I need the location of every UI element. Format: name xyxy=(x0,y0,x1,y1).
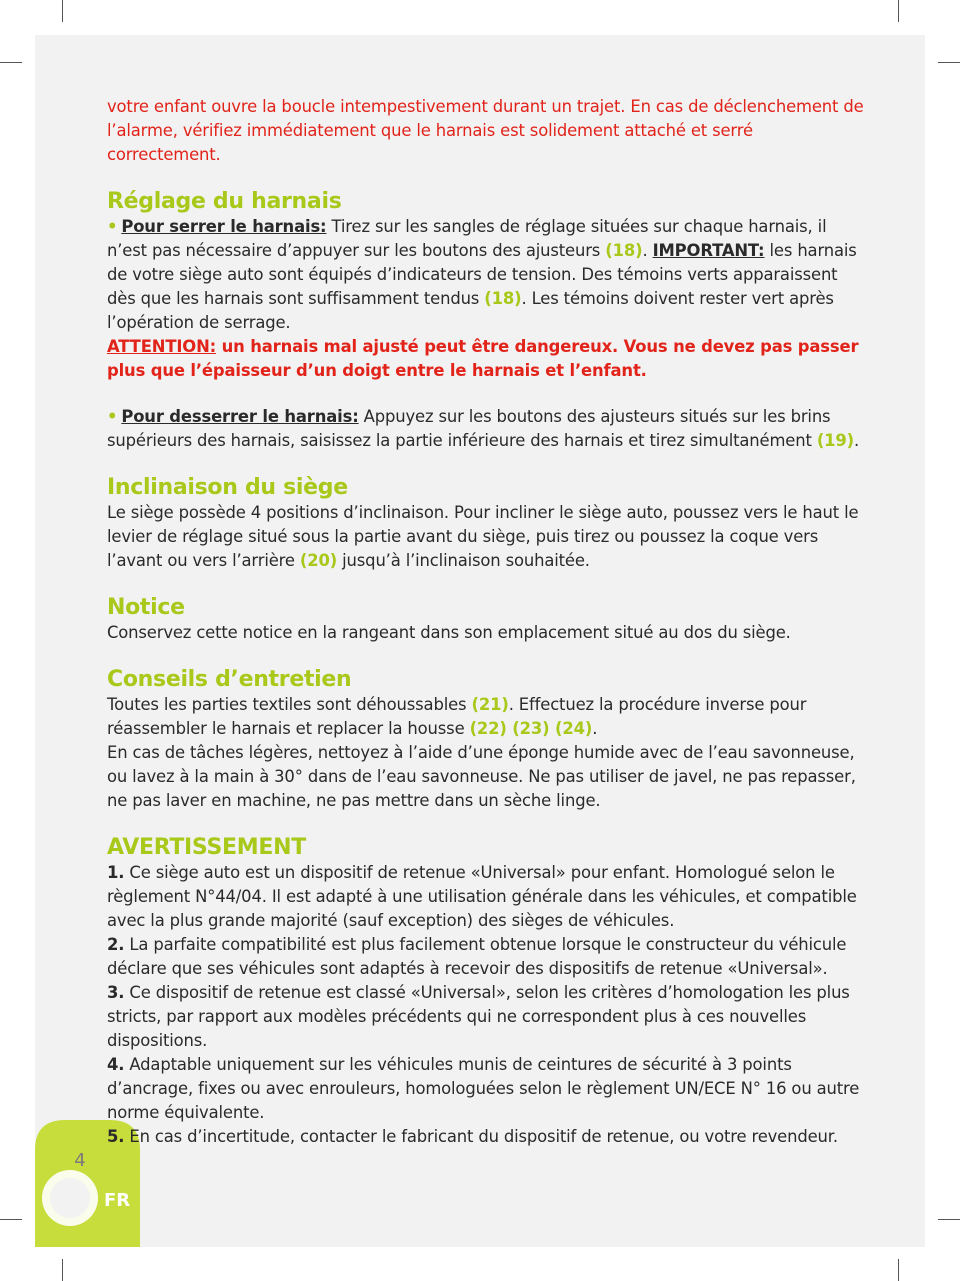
crop-mark xyxy=(0,1219,22,1220)
heading-reglage: Réglage du harnais xyxy=(107,189,342,214)
text-desserrer: Appuyez sur les boutons des ajusteurs situés sur les brins supérieurs des harnais, saisissez la partie inférieure des harnais et tirez simultanément xyxy=(107,407,831,450)
warning-text: Ce siège auto est un dispositif de retenue «Universal» pour enfant. Homologué selon le règlement N°44/04. Il est adapté à une utilisation générale dans les véhicules, et compatible avec la plus grande majorité (sauf exception) des sièges de véhicules. xyxy=(107,863,857,930)
warning-item-1 xyxy=(107,861,867,933)
warning-text: Ce dispositif de retenue est classé «Universal», selon les critères d’homologation les plus stricts, par rapport aux modèles précédents qui ne correspondent plus à ces nouvelles dispositions. xyxy=(107,983,850,1050)
intro-paragraph: votre enfant ouvre la boucle intempestivement durant un trajet. En cas de déclenchement de l’alarme, vérifiez immédiatement que le harnais est solidement attaché et serré correctement. xyxy=(107,97,864,164)
ref-18: (18) xyxy=(484,289,522,308)
crop-mark xyxy=(898,0,899,22)
warning-number: 3. xyxy=(107,983,125,1002)
bullet-icon: • xyxy=(107,217,118,236)
heading-inclinaison: Inclinaison du siège xyxy=(107,475,348,500)
label-important: IMPORTANT: xyxy=(652,241,765,260)
crop-mark xyxy=(62,1259,63,1281)
text-inclinaison: Le siège possède 4 positions d’inclinaison. Pour incliner le siège auto, poussez vers le haut le levier de réglage situé sous la partie avant du siège, puis tirez ou poussez la coque vers l’avant ou vers l’arrière xyxy=(107,503,859,570)
paragraph-serrer: • Pour serrer le harnais: Tirez sur les sangles de réglage situées sur chaque harnais, il n’est pas nécessaire d’appuyer sur les boutons des ajusteurs (18). IMPORTANT: les harnais de votre siège auto sont équipés d’indicateurs de tension. Des témoins verts apparaissent dès que les harnais sont suffisamment tendus (18). Les témoins doivent rester vert après l’opération de serrage. xyxy=(107,217,857,332)
warning-item-4 xyxy=(107,1053,867,1125)
heading-notice: Notice xyxy=(107,595,185,620)
warning-text: Adaptable uniquement sur les véhicules munis de ceintures de sécurité à 3 points d’ancrage, fixes ou avec enrouleurs, homologuées selon le règlement UN/ECE N° 16 ou autre norme équivalente. xyxy=(107,1055,860,1122)
crop-mark xyxy=(938,1219,960,1220)
text-attention: un harnais mal ajusté peut être dangereux. Vous ne devez pas passer plus que l’épaisseur d’un doigt entre le harnais et l’enfant. xyxy=(107,337,859,380)
bullet-icon: • xyxy=(107,407,118,426)
heading-avertissement: AVERTISSEMENT xyxy=(107,835,306,860)
page-number: 4 xyxy=(74,1150,86,1171)
text-important: les harnais de votre siège auto sont équipés d’indicateurs de tension. Des témoins verts apparaissent dès que les harnais sont suffisamment tendus xyxy=(107,241,857,308)
ref-19: (19) xyxy=(816,431,855,450)
paragraph-entretien: Toutes les parties textiles sont déhoussables (21). Effectuez la procédure inverse pour réassembler le harnais et replacer la housse (22) (23) (24). xyxy=(107,695,807,738)
warning-item-5 xyxy=(107,1125,867,1149)
crop-mark xyxy=(62,0,63,22)
warning-number: 4. xyxy=(107,1055,125,1074)
warning-text: En cas d’incertitude, contacter le fabricant du dispositif de retenue, ou votre revendeur. xyxy=(124,1127,838,1146)
paragraph-attention xyxy=(107,335,867,383)
crop-mark xyxy=(0,62,22,63)
language-label: FR xyxy=(104,1190,131,1211)
ref-20: (20) xyxy=(299,551,338,570)
warning-number: 5. xyxy=(107,1127,125,1146)
text-entretien-2: . Effectuez la procédure inverse pour réassembler le harnais et replacer la housse xyxy=(107,695,807,738)
text-temoins: . Les témoins doivent rester vert après l’opération de serrage. xyxy=(107,289,834,332)
paragraph-entretien-taches: En cas de tâches légères, nettoyez à l’aide d’une éponge humide avec de l’eau savonneuse, ou lavez à la main à 30° dans de l’eau savonneuse. Ne pas utiliser de javel, ne pas repasser, ne pas laver en machine, ne pas mettre dans un sèche linge. xyxy=(107,743,856,810)
paragraph-inclinaison xyxy=(107,501,867,573)
warning-number: 1. xyxy=(107,863,125,882)
label-serrer: Pour serrer le harnais: xyxy=(121,217,327,236)
warning-item-2 xyxy=(107,933,867,981)
warning-number: 2. xyxy=(107,935,125,954)
paragraph-notice: Conservez cette notice en la rangeant dans son emplacement situé au dos du siège. xyxy=(107,623,791,642)
text-serrer: Tirez sur les sangles de réglage situées sur chaque harnais, il n’est pas nécessaire d’appuyer sur les boutons des ajusteurs xyxy=(107,217,827,260)
warning-text: La parfaite compatibilité est plus facilement obtenue lorsque le constructeur du véhicule déclare que ses véhicules sont adaptés à recevoir des dispositifs de retenue «Universal». xyxy=(107,935,847,978)
warning-item-3 xyxy=(107,981,867,1053)
document-body xyxy=(107,95,867,1149)
crop-mark xyxy=(898,1259,899,1281)
crop-mark xyxy=(938,62,960,63)
ref-22-24: (22) (23) (24) xyxy=(469,719,593,738)
text-entretien-1: Toutes les parties textiles sont déhoussables xyxy=(107,695,472,714)
label-attention: ATTENTION: xyxy=(107,337,217,356)
ref-21: (21) xyxy=(471,695,509,714)
heading-entretien: Conseils d’entretien xyxy=(107,667,352,692)
text-inclinaison-end: jusqu’à l’inclinaison souhaitée. xyxy=(337,551,590,570)
ref-18: (18) xyxy=(605,241,643,260)
paragraph-desserrer: • Pour desserrer le harnais: Appuyez sur les boutons des ajusteurs situés sur les brins supérieurs des harnais, saisissez la partie inférieure des harnais et tirez simultanément (19). xyxy=(107,407,860,450)
label-desserrer: Pour desserrer le harnais: xyxy=(121,407,359,426)
